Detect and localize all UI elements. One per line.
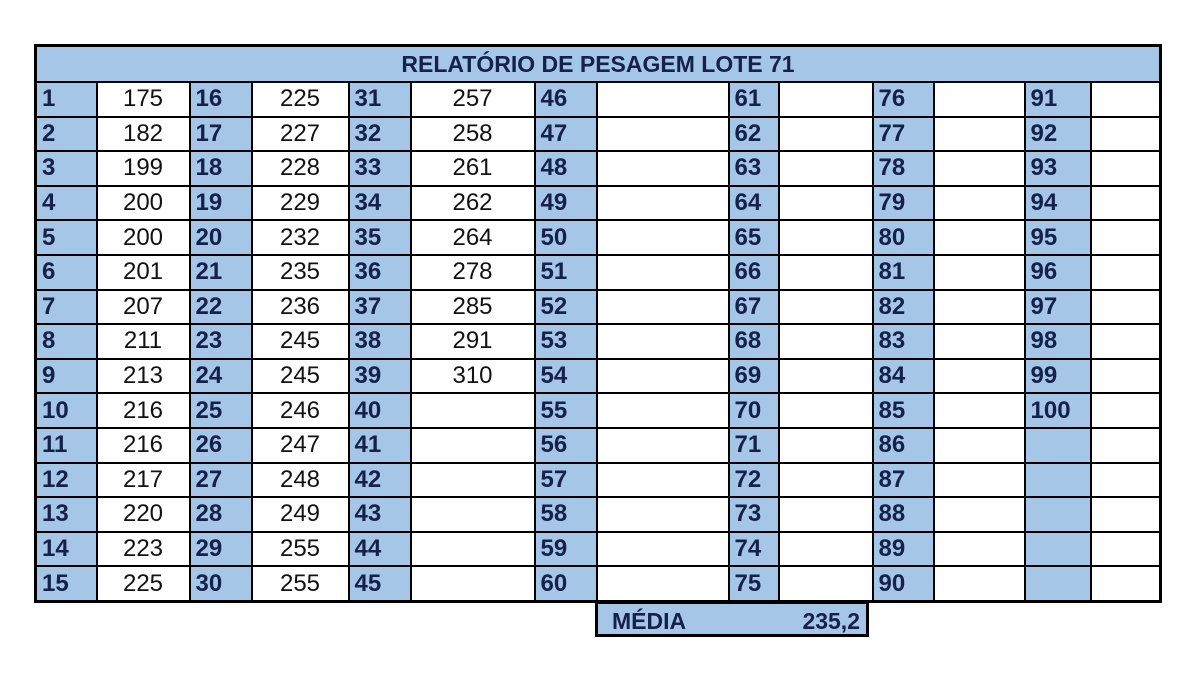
weight-cell: 200 — [97, 220, 190, 255]
weight-cell — [1091, 151, 1161, 186]
weight-cell: 248 — [252, 463, 349, 498]
animal-number-cell: 2 — [36, 117, 97, 152]
weight-cell: 213 — [97, 359, 190, 394]
weight-cell — [1091, 82, 1161, 117]
weight-cell: 220 — [97, 497, 190, 532]
weight-cell — [779, 186, 873, 221]
weight-cell: 291 — [411, 324, 535, 359]
weight-cell — [597, 82, 729, 117]
animal-number-cell: 15 — [36, 566, 97, 601]
animal-number-cell: 35 — [349, 220, 411, 255]
weight-cell: 216 — [97, 428, 190, 463]
animal-number-cell: 17 — [190, 117, 252, 152]
weight-cell — [934, 151, 1025, 186]
table-row — [36, 255, 1161, 290]
weight-cell — [779, 393, 873, 428]
animal-number-cell: 98 — [1025, 324, 1091, 359]
animal-number-cell: 28 — [190, 497, 252, 532]
table-row — [36, 186, 1161, 221]
weight-cell — [779, 463, 873, 498]
weight-cell: 225 — [252, 82, 349, 117]
weight-cell — [1091, 359, 1161, 394]
table-row — [36, 151, 1161, 186]
animal-number-cell — [1025, 428, 1091, 463]
weight-cell — [934, 428, 1025, 463]
animal-number-cell: 51 — [535, 255, 597, 290]
weight-cell — [411, 532, 535, 567]
animal-number-cell: 3 — [36, 151, 97, 186]
weight-cell — [411, 566, 535, 601]
weight-cell: 245 — [252, 324, 349, 359]
weight-cell — [779, 324, 873, 359]
weight-cell: 245 — [252, 359, 349, 394]
weight-cell: 310 — [411, 359, 535, 394]
weight-cell — [934, 393, 1025, 428]
animal-number-cell: 86 — [873, 428, 934, 463]
animal-number-cell: 61 — [729, 82, 779, 117]
animal-number-cell: 70 — [729, 393, 779, 428]
animal-number-cell: 14 — [36, 532, 97, 567]
animal-number-cell: 50 — [535, 220, 597, 255]
weight-cell — [934, 186, 1025, 221]
animal-number-cell: 25 — [190, 393, 252, 428]
weight-cell: 199 — [97, 151, 190, 186]
weight-cell — [934, 290, 1025, 325]
weight-cell: 236 — [252, 290, 349, 325]
animal-number-cell: 40 — [349, 393, 411, 428]
animal-number-cell: 22 — [190, 290, 252, 325]
animal-number-cell: 24 — [190, 359, 252, 394]
animal-number-cell: 82 — [873, 290, 934, 325]
weight-cell: 278 — [411, 255, 535, 290]
animal-number-cell: 73 — [729, 497, 779, 532]
animal-number-cell: 56 — [535, 428, 597, 463]
animal-number-cell: 7 — [36, 290, 97, 325]
weight-cell: 228 — [252, 151, 349, 186]
animal-number-cell — [1025, 532, 1091, 567]
weight-cell: 264 — [411, 220, 535, 255]
weight-cell — [1091, 324, 1161, 359]
table-row — [36, 566, 1161, 601]
animal-number-cell: 1 — [36, 82, 97, 117]
animal-number-cell: 34 — [349, 186, 411, 221]
average-box — [595, 601, 869, 637]
weight-cell — [1091, 290, 1161, 325]
animal-number-cell: 77 — [873, 117, 934, 152]
animal-number-cell: 9 — [36, 359, 97, 394]
weight-cell — [934, 497, 1025, 532]
weight-cell: 262 — [411, 186, 535, 221]
animal-number-cell: 60 — [535, 566, 597, 601]
animal-number-cell: 89 — [873, 532, 934, 567]
weight-cell — [779, 359, 873, 394]
animal-number-cell: 5 — [36, 220, 97, 255]
weight-cell — [597, 255, 729, 290]
weight-cell — [597, 220, 729, 255]
animal-number-cell: 33 — [349, 151, 411, 186]
animal-number-cell: 23 — [190, 324, 252, 359]
animal-number-cell: 90 — [873, 566, 934, 601]
weight-cell — [934, 220, 1025, 255]
animal-number-cell: 12 — [36, 463, 97, 498]
title-row — [36, 46, 1161, 83]
weight-cell: 255 — [252, 532, 349, 567]
average-label: MÉDIA — [612, 608, 687, 634]
table-row — [36, 82, 1161, 117]
weight-cell — [597, 463, 729, 498]
weight-cell — [1091, 463, 1161, 498]
animal-number-cell: 85 — [873, 393, 934, 428]
animal-number-cell: 10 — [36, 393, 97, 428]
weight-cell — [934, 82, 1025, 117]
animal-number-cell: 55 — [535, 393, 597, 428]
animal-number-cell: 6 — [36, 255, 97, 290]
animal-number-cell: 64 — [729, 186, 779, 221]
weight-cell — [597, 532, 729, 567]
table-row — [36, 393, 1161, 428]
animal-number-cell: 87 — [873, 463, 934, 498]
animal-number-cell: 42 — [349, 463, 411, 498]
weight-cell — [1091, 117, 1161, 152]
animal-number-cell: 47 — [535, 117, 597, 152]
animal-number-cell: 93 — [1025, 151, 1091, 186]
animal-number-cell: 68 — [729, 324, 779, 359]
weight-cell: 217 — [97, 463, 190, 498]
animal-number-cell: 96 — [1025, 255, 1091, 290]
animal-number-cell: 81 — [873, 255, 934, 290]
weight-cell: 175 — [97, 82, 190, 117]
weight-cell — [597, 324, 729, 359]
weight-cell — [779, 428, 873, 463]
animal-number-cell: 63 — [729, 151, 779, 186]
animal-number-cell: 80 — [873, 220, 934, 255]
weight-cell: 249 — [252, 497, 349, 532]
animal-number-cell: 11 — [36, 428, 97, 463]
animal-number-cell: 58 — [535, 497, 597, 532]
weight-cell — [934, 463, 1025, 498]
table-row — [36, 290, 1161, 325]
animal-number-cell — [1025, 566, 1091, 601]
weight-cell — [411, 497, 535, 532]
weight-cell: 216 — [97, 393, 190, 428]
weight-cell: 285 — [411, 290, 535, 325]
animal-number-cell: 39 — [349, 359, 411, 394]
animal-number-cell: 16 — [190, 82, 252, 117]
animal-number-cell: 32 — [349, 117, 411, 152]
weight-cell — [779, 532, 873, 567]
weight-cell — [411, 393, 535, 428]
table-row — [36, 463, 1161, 498]
animal-number-cell: 71 — [729, 428, 779, 463]
weight-cell — [934, 566, 1025, 601]
weight-cell — [934, 255, 1025, 290]
animal-number-cell: 49 — [535, 186, 597, 221]
animal-number-cell: 72 — [729, 463, 779, 498]
weight-cell — [779, 255, 873, 290]
animal-number-cell: 66 — [729, 255, 779, 290]
weight-cell: 211 — [97, 324, 190, 359]
animal-number-cell: 38 — [349, 324, 411, 359]
average-value: 235,2 — [802, 608, 860, 634]
weight-cell — [934, 359, 1025, 394]
animal-number-cell: 31 — [349, 82, 411, 117]
weight-cell — [597, 497, 729, 532]
weight-cell — [597, 117, 729, 152]
animal-number-cell: 97 — [1025, 290, 1091, 325]
weight-cell — [597, 186, 729, 221]
animal-number-cell: 37 — [349, 290, 411, 325]
table-row — [36, 428, 1161, 463]
animal-number-cell: 84 — [873, 359, 934, 394]
weighing-report-table — [34, 44, 1162, 603]
animal-number-cell: 67 — [729, 290, 779, 325]
weight-cell — [411, 428, 535, 463]
animal-number-cell: 52 — [535, 290, 597, 325]
weight-cell: 200 — [97, 186, 190, 221]
animal-number-cell: 19 — [190, 186, 252, 221]
animal-number-cell: 62 — [729, 117, 779, 152]
animal-number-cell: 4 — [36, 186, 97, 221]
weight-cell — [779, 151, 873, 186]
weight-cell — [597, 151, 729, 186]
weight-cell: 246 — [252, 393, 349, 428]
weight-cell: 232 — [252, 220, 349, 255]
weight-cell — [597, 359, 729, 394]
animal-number-cell: 100 — [1025, 393, 1091, 428]
weight-cell — [934, 117, 1025, 152]
animal-number-cell — [1025, 497, 1091, 532]
animal-number-cell: 59 — [535, 532, 597, 567]
animal-number-cell: 65 — [729, 220, 779, 255]
animal-number-cell: 75 — [729, 566, 779, 601]
weight-cell — [1091, 186, 1161, 221]
animal-number-cell: 21 — [190, 255, 252, 290]
report-title: RELATÓRIO DE PESAGEM LOTE 71 — [36, 46, 1161, 83]
weight-cell — [1091, 497, 1161, 532]
weight-cell — [779, 82, 873, 117]
animal-number-cell: 95 — [1025, 220, 1091, 255]
weight-cell: 223 — [97, 532, 190, 567]
weight-cell: 207 — [97, 290, 190, 325]
weight-cell — [1091, 220, 1161, 255]
table-row — [36, 359, 1161, 394]
weight-cell: 225 — [97, 566, 190, 601]
animal-number-cell: 57 — [535, 463, 597, 498]
weight-cell: 258 — [411, 117, 535, 152]
animal-number-cell: 54 — [535, 359, 597, 394]
animal-number-cell: 27 — [190, 463, 252, 498]
animal-number-cell: 43 — [349, 497, 411, 532]
weight-cell — [779, 566, 873, 601]
table-row — [36, 497, 1161, 532]
animal-number-cell: 92 — [1025, 117, 1091, 152]
animal-number-cell: 8 — [36, 324, 97, 359]
weight-cell — [779, 290, 873, 325]
weight-cell — [597, 428, 729, 463]
animal-number-cell: 78 — [873, 151, 934, 186]
weight-cell — [1091, 393, 1161, 428]
weight-cell: 182 — [97, 117, 190, 152]
weight-cell — [779, 220, 873, 255]
animal-number-cell: 13 — [36, 497, 97, 532]
animal-number-cell: 20 — [190, 220, 252, 255]
animal-number-cell: 41 — [349, 428, 411, 463]
weight-cell — [1091, 566, 1161, 601]
animal-number-cell: 18 — [190, 151, 252, 186]
animal-number-cell: 76 — [873, 82, 934, 117]
animal-number-cell — [1025, 463, 1091, 498]
animal-number-cell: 69 — [729, 359, 779, 394]
animal-number-cell: 30 — [190, 566, 252, 601]
weight-cell — [934, 324, 1025, 359]
weight-cell: 261 — [411, 151, 535, 186]
animal-number-cell: 44 — [349, 532, 411, 567]
weight-cell — [1091, 428, 1161, 463]
table-row — [36, 324, 1161, 359]
animal-number-cell: 29 — [190, 532, 252, 567]
animal-number-cell: 94 — [1025, 186, 1091, 221]
animal-number-cell: 83 — [873, 324, 934, 359]
weight-cell — [1091, 532, 1161, 567]
weight-cell — [779, 497, 873, 532]
animal-number-cell: 74 — [729, 532, 779, 567]
weight-cell — [597, 566, 729, 601]
weight-cell — [597, 393, 729, 428]
weight-cell: 229 — [252, 186, 349, 221]
weight-cell — [779, 117, 873, 152]
weight-cell — [597, 290, 729, 325]
weight-cell: 257 — [411, 82, 535, 117]
table-row — [36, 220, 1161, 255]
animal-number-cell: 79 — [873, 186, 934, 221]
animal-number-cell: 88 — [873, 497, 934, 532]
table-row — [36, 117, 1161, 152]
weight-cell: 201 — [97, 255, 190, 290]
animal-number-cell: 91 — [1025, 82, 1091, 117]
animal-number-cell: 53 — [535, 324, 597, 359]
weight-cell: 247 — [252, 428, 349, 463]
table-row — [36, 532, 1161, 567]
weight-cell: 227 — [252, 117, 349, 152]
weight-cell — [1091, 255, 1161, 290]
animal-number-cell: 26 — [190, 428, 252, 463]
weight-cell — [934, 532, 1025, 567]
weight-cell — [411, 463, 535, 498]
animal-number-cell: 36 — [349, 255, 411, 290]
weight-cell: 255 — [252, 566, 349, 601]
animal-number-cell: 99 — [1025, 359, 1091, 394]
weight-cell: 235 — [252, 255, 349, 290]
animal-number-cell: 48 — [535, 151, 597, 186]
animal-number-cell: 45 — [349, 566, 411, 601]
animal-number-cell: 46 — [535, 82, 597, 117]
